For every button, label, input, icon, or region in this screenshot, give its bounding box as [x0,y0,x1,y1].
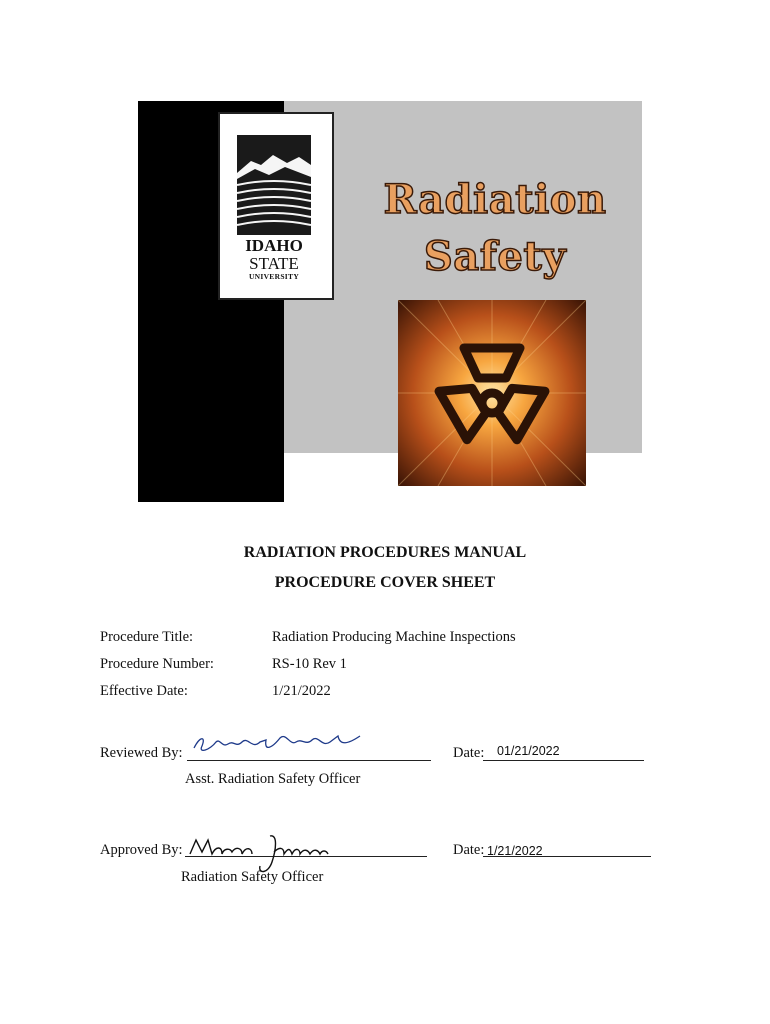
effective-date-label: Effective Date: [100,683,188,699]
radiation-image [398,300,586,486]
approver-title: Radiation Safety Officer [181,869,324,885]
banner-title-line1: Radiation [383,176,607,223]
manual-heading: RADIATION PROCEDURES MANUAL [243,544,527,561]
radiation-trefoil-icon [398,300,586,486]
review-date-line [483,760,644,761]
procedure-number-value: RS-10 Rev 1 [272,656,347,672]
reviewed-by-line [187,760,431,761]
review-date-value: 01/21/2022 [497,744,560,758]
logo-idaho: IDAHO [245,236,303,255]
university-logo [237,135,311,283]
procedure-number-label: Procedure Number: [100,656,214,672]
logo-state: STATE [249,254,299,273]
approved-by-label: Approved By: [100,842,183,858]
procedure-title-label: Procedure Title: [100,629,194,645]
approval-date-value: 1/21/2022 [487,844,543,858]
logo-university: UNIVERSITY [248,272,300,281]
cover-sheet-heading: PROCEDURE COVER SHEET [274,574,496,591]
mountain-landscape-icon [237,135,311,235]
reviewer-signature [190,728,365,758]
review-date-label: Date: [453,745,485,761]
reviewed-by-label: Reviewed By: [100,745,183,761]
effective-date-value: 1/21/2022 [272,683,331,699]
reviewer-title: Asst. Radiation Safety Officer [185,771,361,787]
banner-title-line2: Safety [423,233,567,280]
procedure-title-value: Radiation Producing Machine Inspections [272,629,516,645]
approval-date-label: Date: [453,842,485,858]
